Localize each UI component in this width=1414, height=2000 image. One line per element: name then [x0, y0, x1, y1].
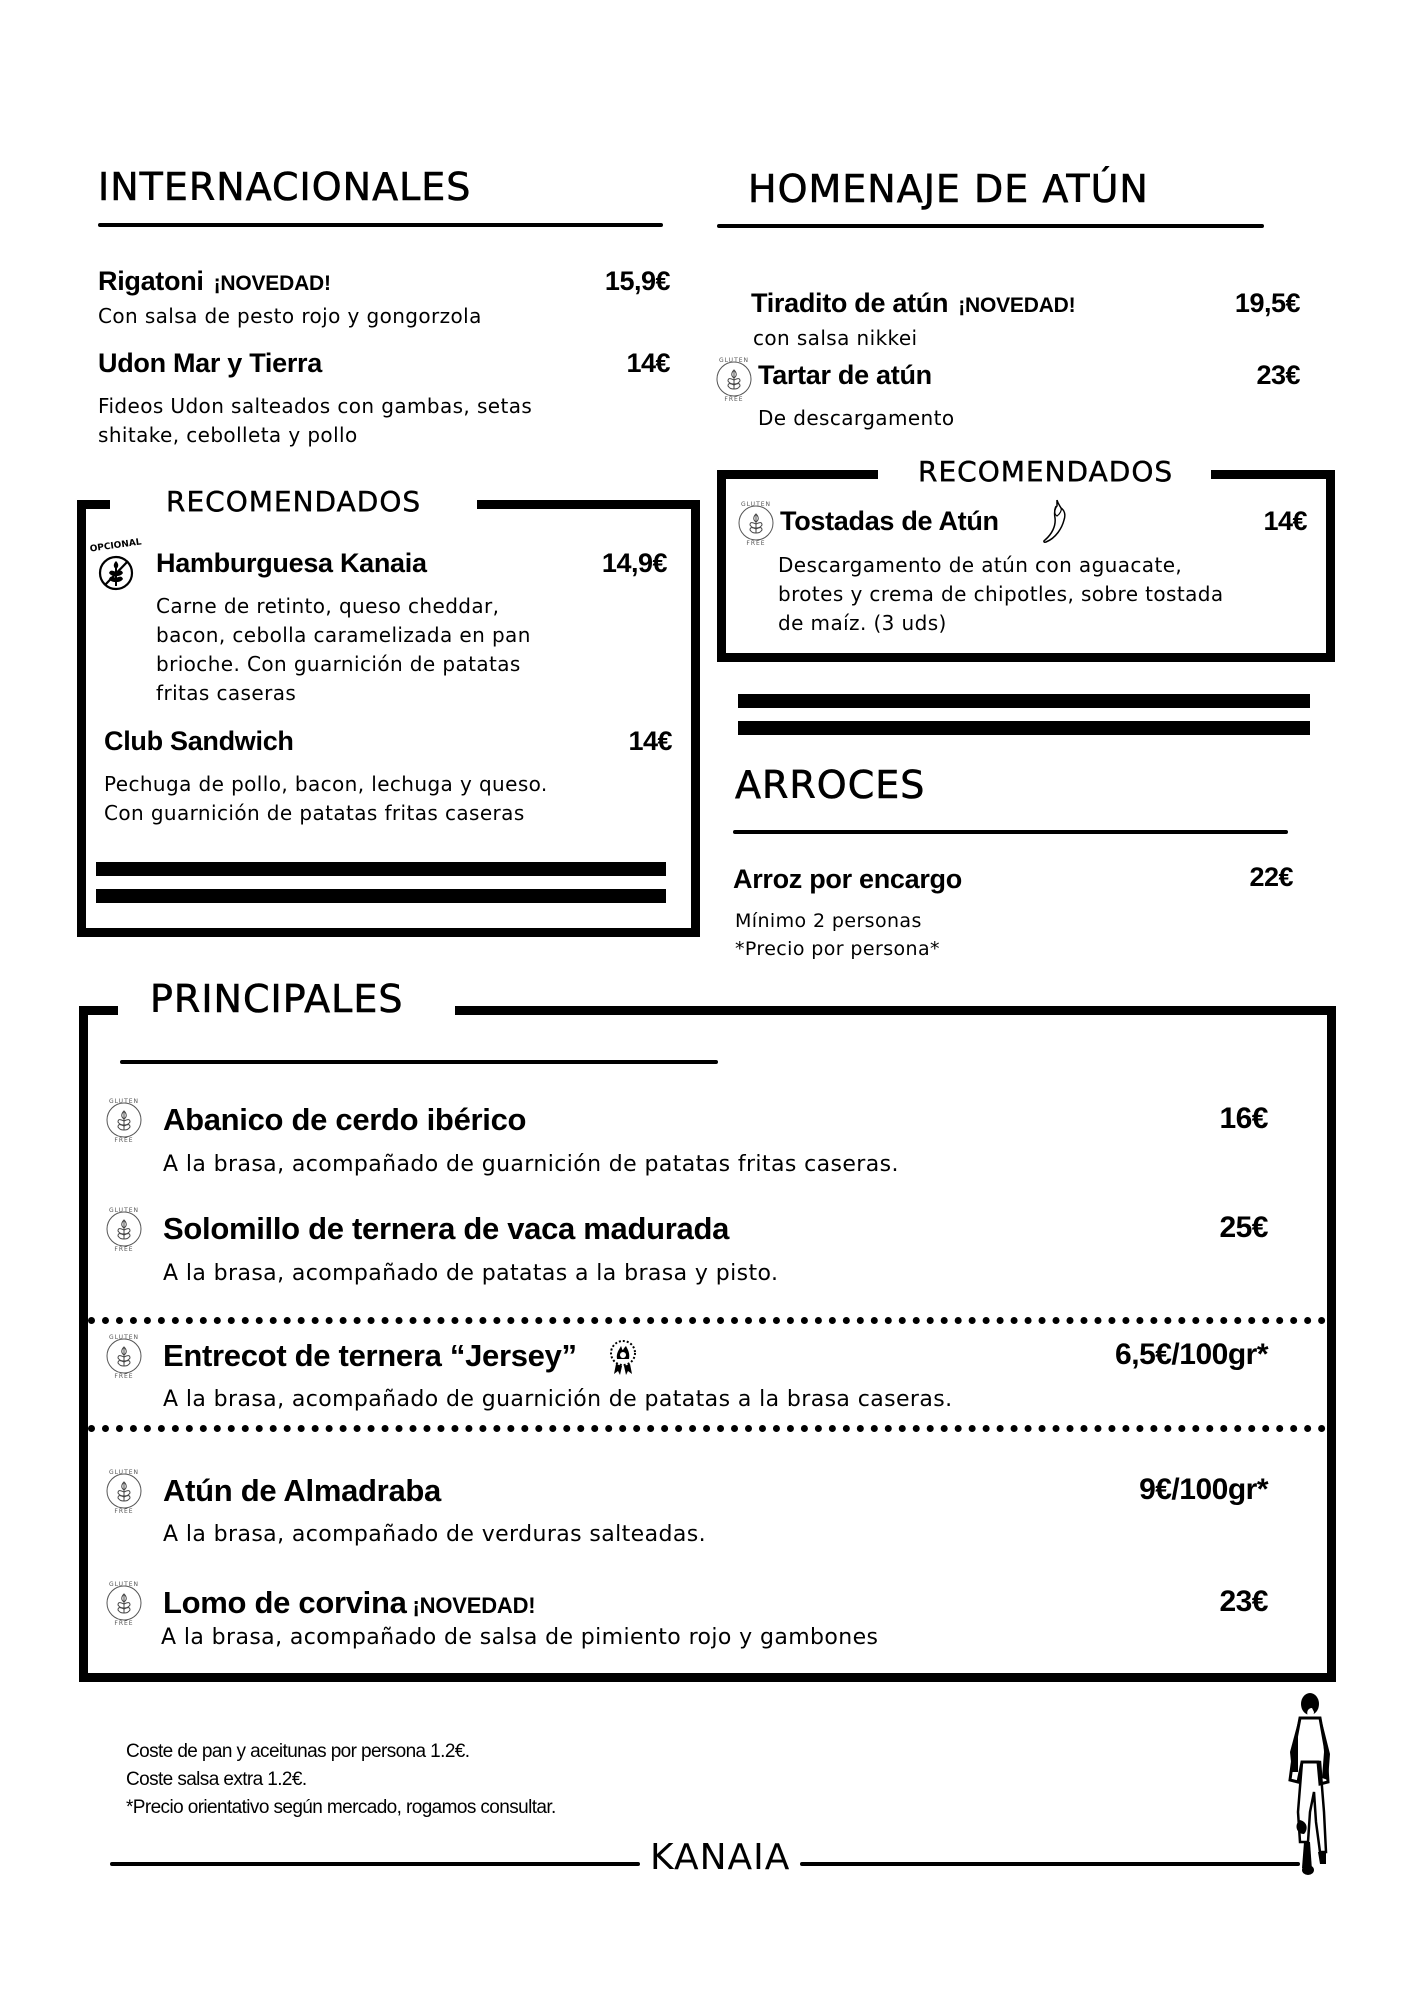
- menu-item-name: Arroz por encargo: [733, 864, 962, 894]
- menu-item-description: con salsa nikkei: [753, 326, 918, 350]
- gluten-optional-icon: [88, 536, 144, 596]
- menu-item-price: 25€: [1219, 1211, 1268, 1244]
- section-title-arroces: ARROCES: [735, 763, 926, 807]
- menu-item-price: 14€: [1263, 506, 1307, 536]
- section-title-principales: PRINCIPALES: [118, 980, 455, 1018]
- menu-item-description: Carne de retinto, queso cheddar, bacon, cebolla caramelizada en pan brioche. Con guarnición de patatas fritas caseras: [156, 594, 531, 705]
- menu-item-description: De descargamento: [758, 406, 955, 430]
- menu-item-description: A la brasa, acompañado de verduras salteadas.: [163, 1522, 707, 1547]
- menu-item-price: 16€: [1219, 1102, 1268, 1135]
- award-badge-icon: [606, 1338, 640, 1378]
- menu-item-name: Hamburguesa Kanaia: [156, 548, 427, 578]
- menu-item-name: Abanico de cerdo ibérico: [163, 1102, 527, 1137]
- brand-name: KANAIA: [650, 1837, 791, 1878]
- decorative-bar: [96, 889, 666, 903]
- recomendados-label: RECOMENDADOS: [878, 458, 1211, 486]
- section-title-homenaje-de-atun: HOMENAJE DE ATÚN: [748, 167, 1149, 211]
- recomendados-label: RECOMENDADOS: [110, 488, 477, 516]
- menu-item-price: 9€/100gr*: [1139, 1473, 1268, 1506]
- menu-item-price: 14€: [626, 348, 670, 378]
- menu-item-price: 15,9€: [604, 266, 670, 296]
- gluten-free-icon: [101, 1468, 147, 1514]
- menu-item-name: Tostadas de Atún: [780, 506, 999, 536]
- gluten-free-icon: [101, 1097, 147, 1143]
- menu-item-description: A la brasa, acompañado de salsa de pimiento rojo y gambones: [161, 1625, 879, 1650]
- walking-man-illustration: [1268, 1692, 1338, 1878]
- svg-text:OPCIONAL: OPCIONAL: [89, 537, 143, 555]
- footer-line-left: [110, 1862, 640, 1866]
- section-divider: [120, 1060, 718, 1064]
- menu-item-price: 14€: [628, 726, 672, 756]
- decorative-bar: [96, 862, 666, 876]
- footer-notes: Coste de pan y aceitunas por persona 1.2€. Coste salsa extra 1.2€. *Precio orientativo según mercado, rogamos consultar.: [126, 1741, 556, 1818]
- menu-item-name: Rigatoni ¡NOVEDAD!: [98, 266, 331, 296]
- menu-item-price: 22€: [1249, 862, 1293, 892]
- gluten-free-icon: [101, 1333, 147, 1379]
- menu-item-description: A la brasa, acompañado de guarnición de patatas fritas caseras.: [163, 1152, 899, 1177]
- menu-item-name: Tiradito de atún ¡NOVEDAD!: [751, 288, 1076, 318]
- menu-item-name: Entrecot de ternera “Jersey”: [163, 1338, 577, 1373]
- menu-item-name: Tartar de atún: [758, 360, 932, 390]
- menu-item-description: A la brasa, acompañado de guarnición de patatas a la brasa caseras.: [163, 1387, 953, 1412]
- menu-item-description: A la brasa, acompañado de patatas a la brasa y pisto.: [163, 1261, 779, 1286]
- menu-item-name: Udon Mar y Tierra: [98, 348, 322, 378]
- dotted-divider: [88, 1425, 1326, 1432]
- gluten-free-icon: [101, 1580, 147, 1626]
- menu-item-description: Fideos Udon salteados con gambas, setas shitake, cebolleta y pollo: [98, 394, 533, 447]
- menu-item-description: Con salsa de pesto rojo y gongorzola: [98, 304, 482, 328]
- decorative-bar: [738, 694, 1310, 708]
- section-title-internacionales: INTERNACIONALES: [98, 165, 472, 209]
- section-divider: [733, 830, 1288, 834]
- chili-pepper-icon: [1040, 498, 1070, 546]
- novedad-badge: ¡NOVEDAD!: [412, 1593, 536, 1618]
- menu-item-price: 14,9€: [601, 548, 667, 578]
- menu-item-description: Pechuga de pollo, bacon, lechuga y queso. Con guarnición de patatas fritas caseras: [104, 772, 548, 825]
- menu-item-name: Club Sandwich: [104, 726, 294, 756]
- menu-item-name: Solomillo de ternera de vaca madurada: [163, 1211, 730, 1246]
- menu-item-name: Atún de Almadraba: [163, 1473, 441, 1508]
- menu-item-price: 19,5€: [1234, 288, 1300, 318]
- menu-item-price: 6,5€/100gr*: [1115, 1338, 1268, 1371]
- gluten-free-icon: [101, 1206, 147, 1252]
- gluten-free-icon: [711, 356, 757, 402]
- novedad-badge: ¡NOVEDAD!: [958, 294, 1076, 317]
- dotted-divider: [88, 1317, 1326, 1324]
- section-divider: [98, 223, 663, 227]
- menu-item-price: 23€: [1219, 1585, 1268, 1618]
- menu-item-description: Mínimo 2 personas *Precio por persona*: [735, 910, 940, 960]
- gluten-free-icon: [733, 500, 779, 546]
- section-divider: [717, 224, 1264, 228]
- decorative-bar: [738, 721, 1310, 735]
- menu-item-price: 23€: [1256, 360, 1300, 390]
- novedad-badge: ¡NOVEDAD!: [213, 272, 331, 295]
- menu-item-name: Lomo de corvina ¡NOVEDAD!: [163, 1585, 536, 1620]
- menu-item-description: Descargamento de atún con aguacate, brotes y crema de chipotles, sobre tostada de maíz. (3 uds): [778, 553, 1224, 635]
- footer-line-right: [800, 1862, 1300, 1866]
